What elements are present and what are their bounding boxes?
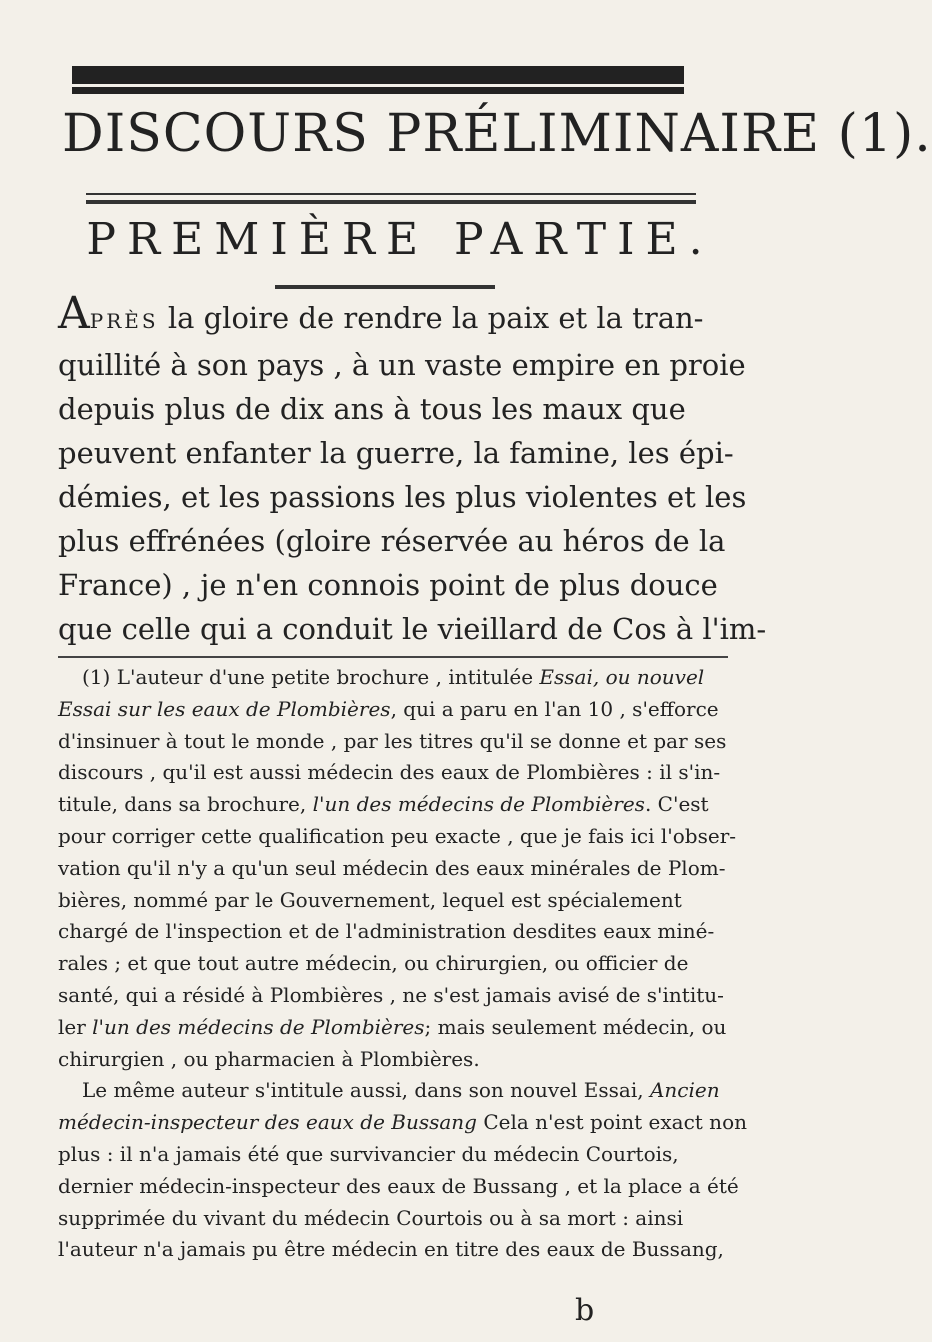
footnote-line: (1) L'auteur d'une petite brochure , intitulée Essai, ou nouvel [82, 665, 705, 689]
chapter-title: DISCOURS PRÉLIMINAIRE (1). [62, 104, 932, 164]
footnote-line: vation qu'il n'y a qu'un seul médecin des eaux minérales de Plom- [58, 855, 726, 880]
footnote-line: discours , qu'il est aussi médecin des eaux de Plombières : il s'in- [58, 760, 721, 785]
body-line: depuis plus de dix ans à tous les maux que [58, 392, 686, 426]
body-line: peuvent enfanter la guerre, la famine, les épi- [58, 436, 734, 470]
footnote-separator [58, 656, 728, 658]
footnote-line: l'auteur n'a jamais pu être médecin en titre des eaux de Bussang, [58, 1237, 724, 1262]
footnote-line: rales ; et que tout autre médecin, ou chirurgien, ou officier de [58, 951, 689, 976]
footnote-line: supprimée du vivant du médecin Courtois ou à sa mort : ainsi [58, 1205, 684, 1230]
footnote-line: chargé de l'inspection et de l'administration desdites eaux miné- [58, 919, 715, 944]
footnote-line: bières, nommé par le Gouvernement, lequel est spécialement [58, 887, 682, 912]
footnote-line: dernier médecin-inspecteur des eaux de Bussang , et la place a été [58, 1173, 739, 1198]
small-caps-word: PRÈS [89, 309, 159, 333]
footnote-line: d'insinuer à tout le monde , par les titres qu'il se donne et par ses [58, 728, 727, 753]
footnote-line: titule, dans sa brochure, l'un des médecins de Plombières. C'est [58, 792, 709, 817]
title-rule-thin [86, 193, 696, 195]
body-line: plus effrénées (gloire réservée au héros de la [58, 524, 726, 558]
signature-mark: b [575, 1293, 595, 1328]
drop-cap-letter: A [58, 288, 90, 339]
footnote-line: pour corriger cette qualification peu exacte , que je fais ici l'obser- [58, 823, 737, 848]
body-line-1: APRÈS la gloire de rendre la paix et la tran- [58, 288, 704, 339]
footnote-line: Essai sur les eaux de Plombières, qui a paru en l'an 10 , s'efforce [58, 696, 719, 721]
body-line: démies, et les passions les plus violentes et les [58, 480, 747, 514]
part-heading-rule [275, 285, 495, 289]
footnote [58, 662, 747, 1266]
footnote-line: santé, qui a résidé à Plombières , ne s'est jamais avisé de s'intitu- [58, 982, 724, 1007]
part-heading: PREMIÈRE PARTIE. [86, 214, 714, 265]
footnote-line: Le même auteur s'intitule aussi, dans son nouvel Essai, Ancien [82, 1078, 720, 1103]
footnote-line: plus : il n'a jamais été que survivancier du médecin Courtois, [58, 1141, 679, 1166]
top-ornamental-rule [72, 66, 684, 94]
footnote-line: ler l'un des médecins de Plombières; mais seulement médecin, ou [58, 1014, 727, 1039]
body-line: France) , je n'en connois point de plus douce [58, 568, 718, 602]
footnote-line: chirurgien , ou pharmacien à Plombières. [58, 1046, 480, 1071]
title-rule-thick [86, 200, 696, 204]
main-paragraph [58, 288, 767, 651]
body-line: quillité à son pays , à un vaste empire en proie [58, 348, 746, 382]
footnote-line: médecin-inspecteur des eaux de Bussang Cela n'est point exact non [58, 1110, 747, 1135]
body-line: que celle qui a conduit le vieillard de Cos à l'im- [58, 612, 767, 646]
